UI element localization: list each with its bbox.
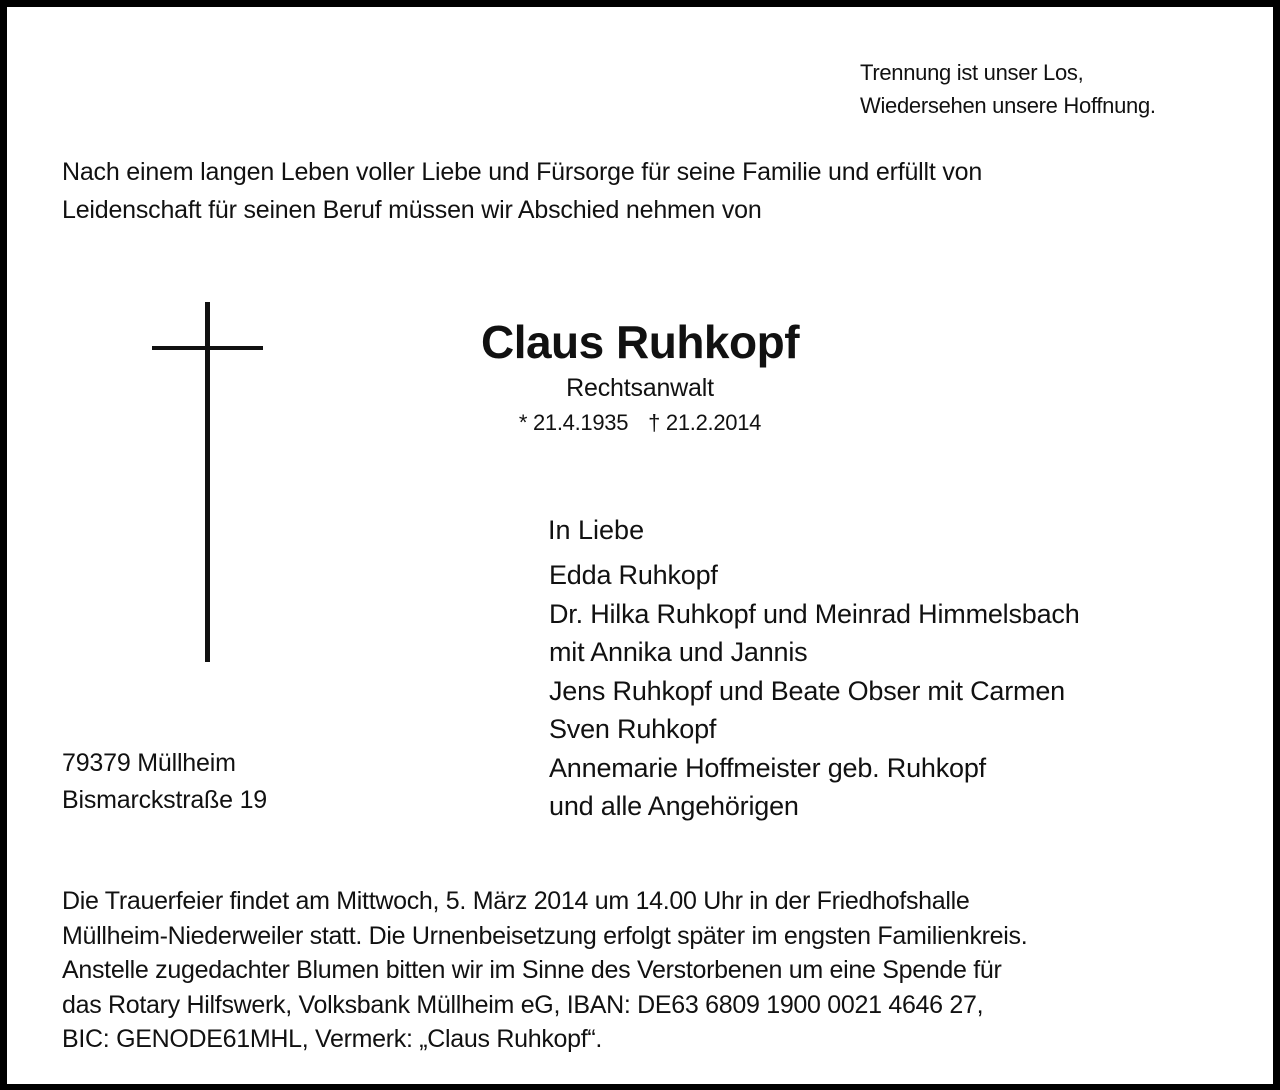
mourner-line: mit Annika und Jannis [549,637,808,667]
intro-text [62,153,982,229]
mourners-heading: In Liebe [548,515,645,545]
mourners-list [549,556,1080,826]
deceased-profession: Rechtsanwalt [566,374,714,402]
mourner-line: und alle Angehörigen [549,791,799,821]
funeral-details-line: Die Trauerfeier findet am Mittwoch, 5. März 2014 um 14.00 Uhr in der Friedhofshalle [62,887,970,915]
cross-horizontal-bar [152,346,263,350]
funeral-details-line: das Rotary Hilfswerk, Volksbank Müllheim eG, IBAN: DE63 6809 1900 0021 4646 27, [62,990,984,1019]
address-city: 79379 Müllheim [62,749,236,777]
birth-date: * 21.4.1935 [518,410,629,435]
mourner-line: Sven Ruhkopf [549,714,717,744]
cross-vertical-bar [205,302,210,662]
address-street: Bismarckstraße 19 [62,786,267,814]
motto [860,56,1156,122]
mourner-line: Edda Ruhkopf [549,560,718,590]
intro-line-1: Nach einem langen Leben voller Liebe und Fürsorge für seine Familie und erfüllt von [62,158,983,186]
motto-line-2: Wiedersehen unsere Hoffnung. [860,93,1156,118]
mourner-line: Dr. Hilka Ruhkopf und Meinrad Himmelsbach [549,598,1080,629]
funeral-details-line: BIC: GENODE61MHL, Vermerk: „Claus Ruhkopf“. [62,1025,603,1053]
address [62,745,267,819]
mourner-line: Annemarie Hoffmeister geb. Ruhkopf [549,752,986,783]
motto-line-1: Trennung ist unser Los, [860,60,1084,85]
intro-line-2: Leidenschaft für seinen Beruf müssen wir Abschied nehmen von [62,196,762,224]
funeral-details-line: Anstelle zugedachter Blumen bitten wir im Sinne des Verstorbenen um eine Spende für [62,956,1002,984]
mourner-line: Jens Ruhkopf und Beate Obser mit Carmen [549,675,1065,706]
funeral-details [62,884,1027,1057]
death-date: † 21.2.2014 [648,410,762,435]
deceased-name: Claus Ruhkopf [480,316,800,368]
life-dates [440,408,840,438]
funeral-details-line: Müllheim-Niederweiler statt. Die Urnenbeisetzung erfolgt später im engsten Familienkreis. [62,921,1028,950]
